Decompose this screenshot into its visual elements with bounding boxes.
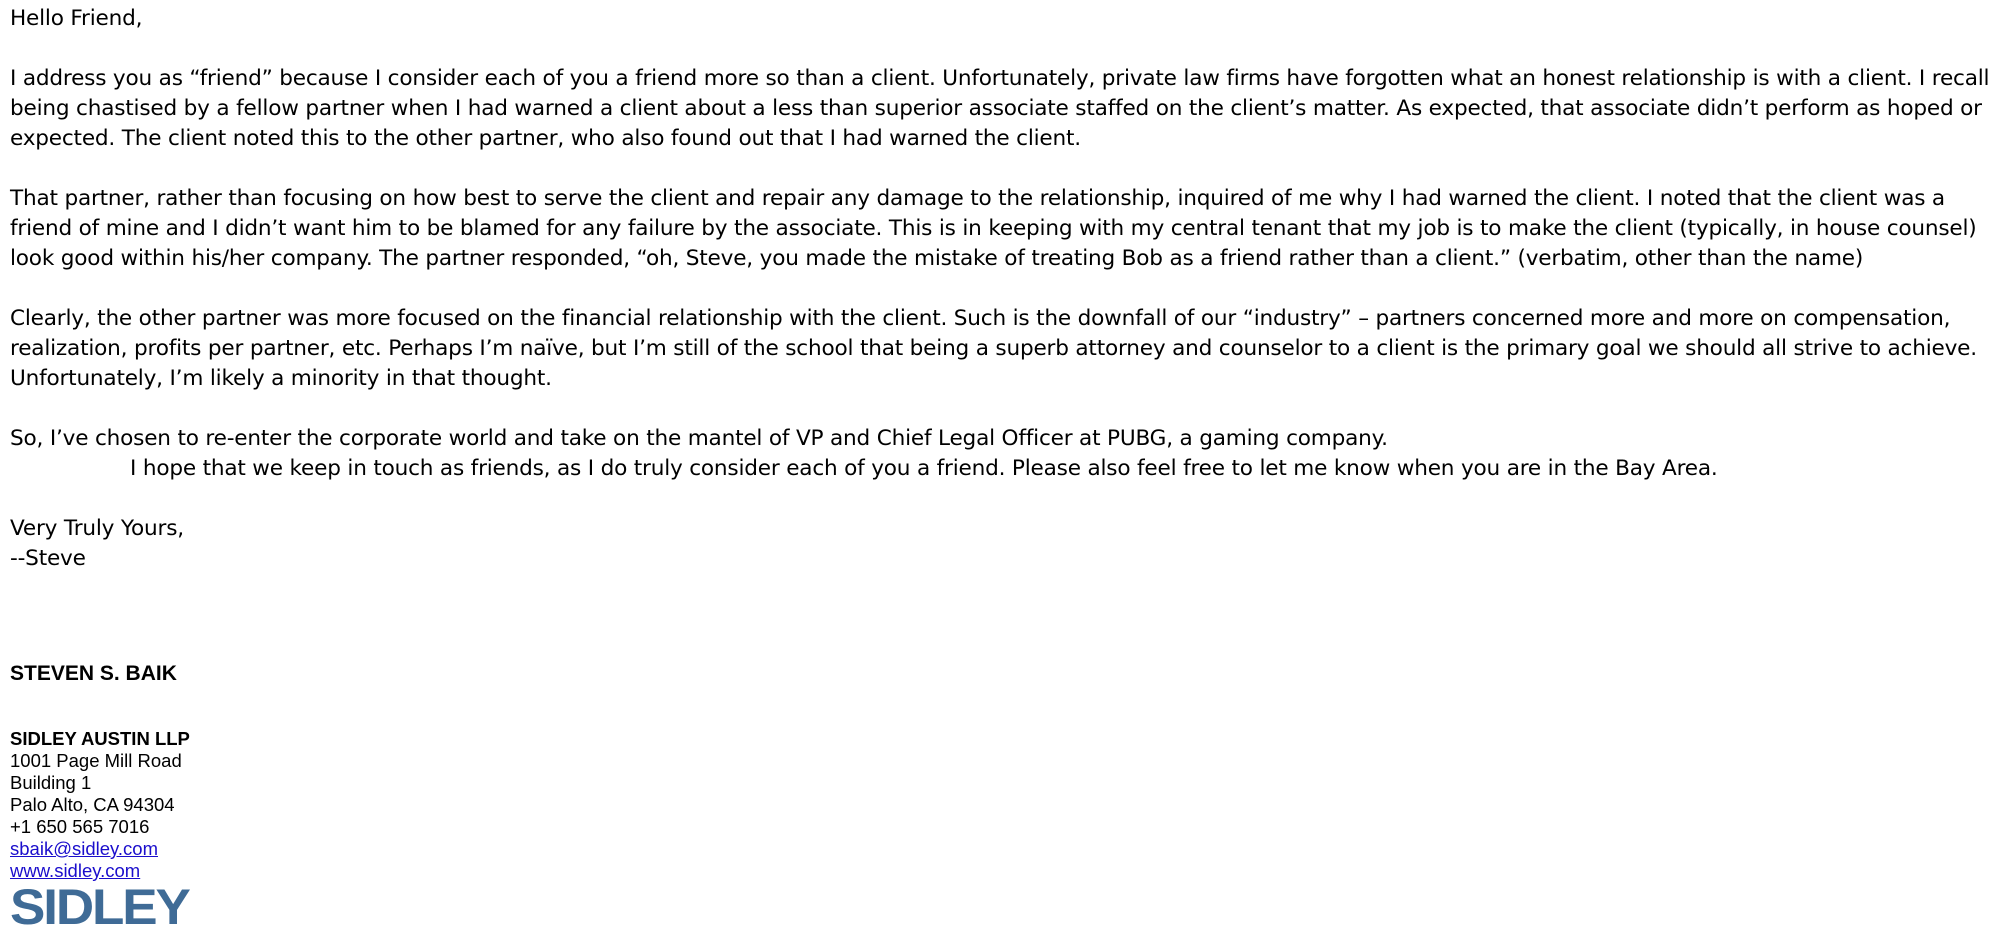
paragraph-3: Clearly, the other partner was more focused on the financial relationship with the client. Such is the downfall of our “industry” – partners concerned more and more on compensation, realization, profits per partner, etc. Perhaps I’m naïve, but I’m still of the school that being a superb attorney and counselor to a client is the primary goal we should all strive to achieve. Unfortunately, I’m likely a minority in that thought. [10, 306, 1977, 391]
greeting: Hello Friend, [10, 6, 143, 31]
email-body [10, 4, 2004, 574]
signature-phone: +1 650 565 7016 [10, 816, 150, 837]
signature-firm: SIDLEY AUSTIN LLP [10, 728, 190, 749]
email-signature [10, 660, 190, 935]
closing-line-1: So, I’ve chosen to re-enter the corporate world and take on the mantel of VP and Chief Legal Officer at PUBG, a gaming company. [10, 426, 1388, 451]
signature-website-link[interactable]: www.sidley.com [10, 860, 141, 881]
signature-email-link[interactable]: sbaik@sidley.com [10, 838, 158, 859]
signature-contact-block [10, 728, 190, 882]
signature-address-line-2: Building 1 [10, 772, 92, 793]
paragraph-2: That partner, rather than focusing on how best to serve the client and repair any damage to the relationship, inquired of me why I had warned the client. I noted that the client was a friend of mine and I didn’t want him to be blamed for any failure by the associate. This is in keeping with my central tenant that my job is to make the client (typically, in house counsel) look good within his/her company. The partner responded, “oh, Steve, you made the mistake of treating Bob as a friend rather than a client.” (verbatim, other than the name) [10, 186, 1977, 271]
valediction: Very Truly Yours, [10, 516, 184, 541]
signature-address-line-1: 1001 Page Mill Road [10, 750, 182, 771]
sign-off: --Steve [10, 546, 86, 571]
signature-name: STEVEN S. BAIK [10, 662, 177, 685]
paragraph-1: I address you as “friend” because I consider each of you a friend more so than a client. Unfortunately, private law firms have forgotten what an honest relationship is with a client. I recall being chastised by a fellow partner when I had warned a client about a less than superior associate staffed on the client’s matter. As expected, that associate didn’t perform as hoped or expected. The client noted this to the other partner, who also found out that I had warned the client. [10, 66, 1990, 151]
closing-line-2: I hope that we keep in touch as friends, as I do truly consider each of you a friend. Please also feel free to let me know when you are in the Bay Area. [130, 456, 1718, 481]
signature-address-line-3: Palo Alto, CA 94304 [10, 794, 175, 815]
sidley-logo: SIDLEY [10, 879, 189, 935]
